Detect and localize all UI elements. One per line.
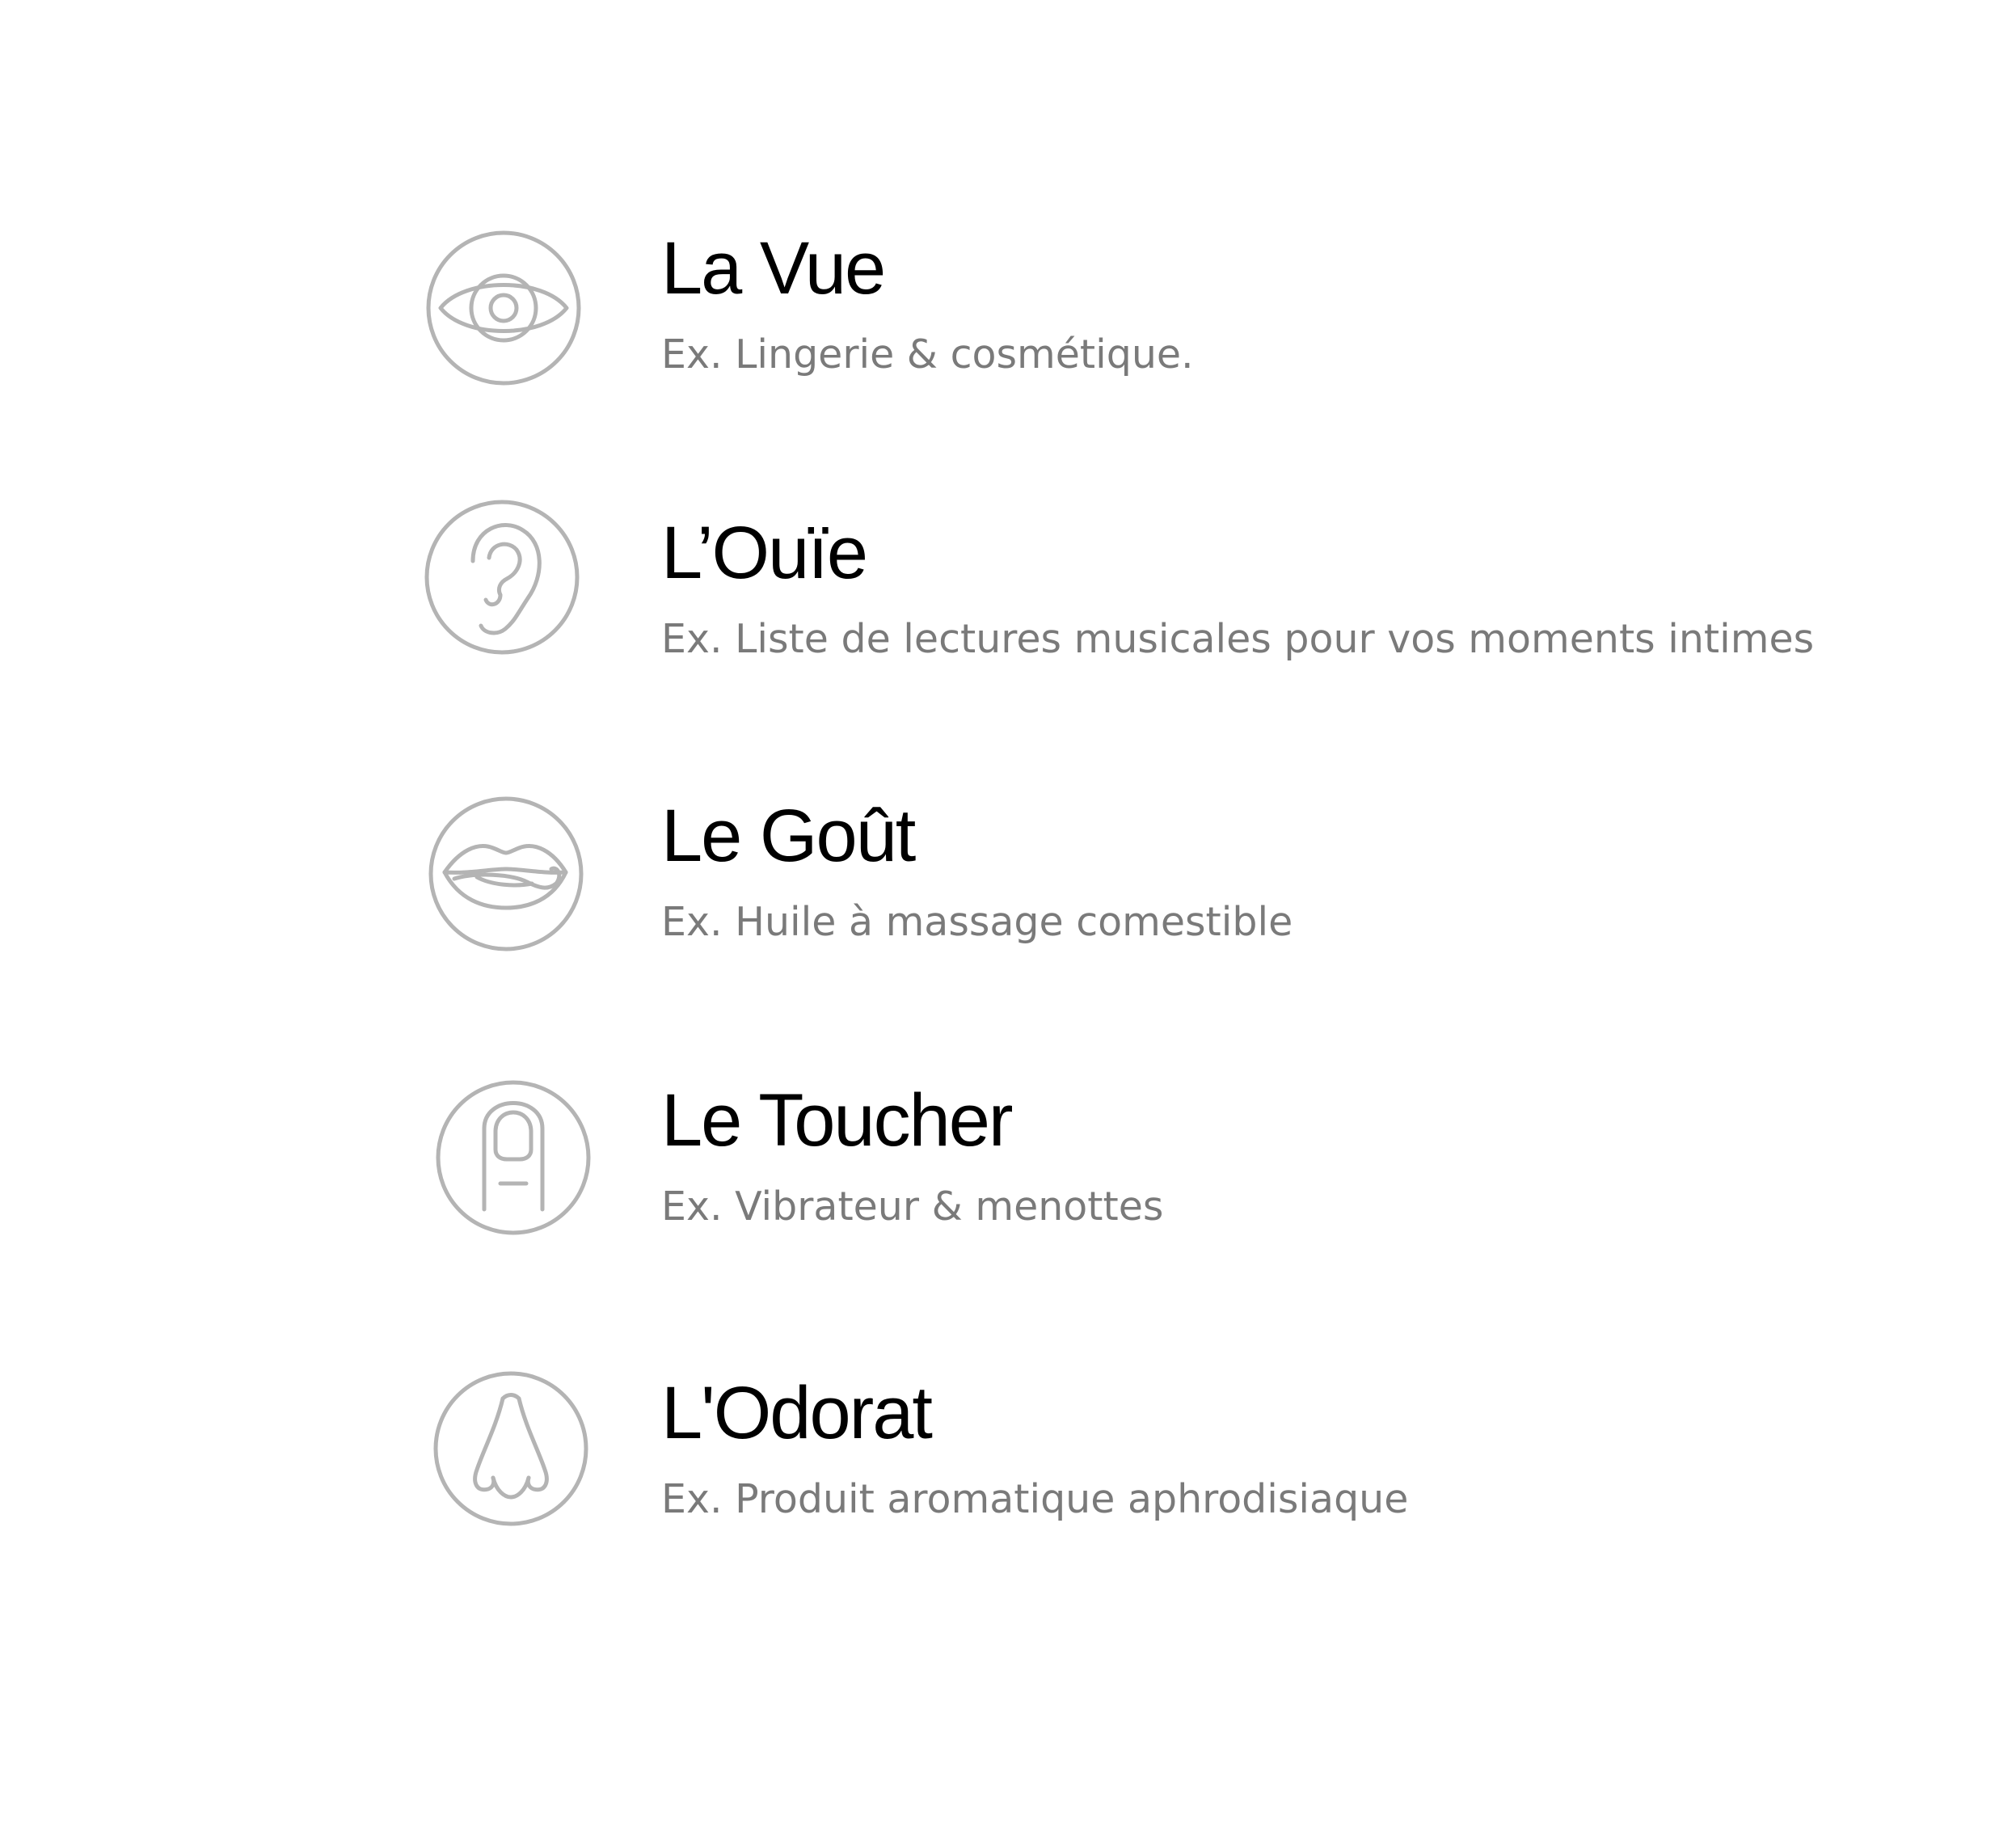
- sense-title: La Vue: [661, 227, 885, 310]
- finger-icon: [434, 1078, 593, 1237]
- sense-description: Ex. Lingerie & cosmétique.: [661, 331, 1194, 378]
- eye-icon: [424, 229, 583, 387]
- ear-icon: [423, 498, 581, 656]
- sense-title: L'Odorat: [661, 1372, 931, 1454]
- nose-icon: [432, 1369, 590, 1528]
- sense-description: Ex. Liste de lectures musicales pour vos moments intimes: [661, 616, 1815, 662]
- lips-icon: [427, 795, 585, 953]
- sense-description: Ex. Huile à massage comestible: [661, 899, 1293, 945]
- sense-description: Ex. Produit aromatique aphrodisiaque: [661, 1476, 1409, 1522]
- sense-title: Le Goût: [661, 795, 915, 877]
- sense-title: Le Toucher: [661, 1079, 1012, 1162]
- sense-description: Ex. Vibrateur & menottes: [661, 1183, 1164, 1230]
- sense-title: L’Ouïe: [661, 512, 867, 594]
